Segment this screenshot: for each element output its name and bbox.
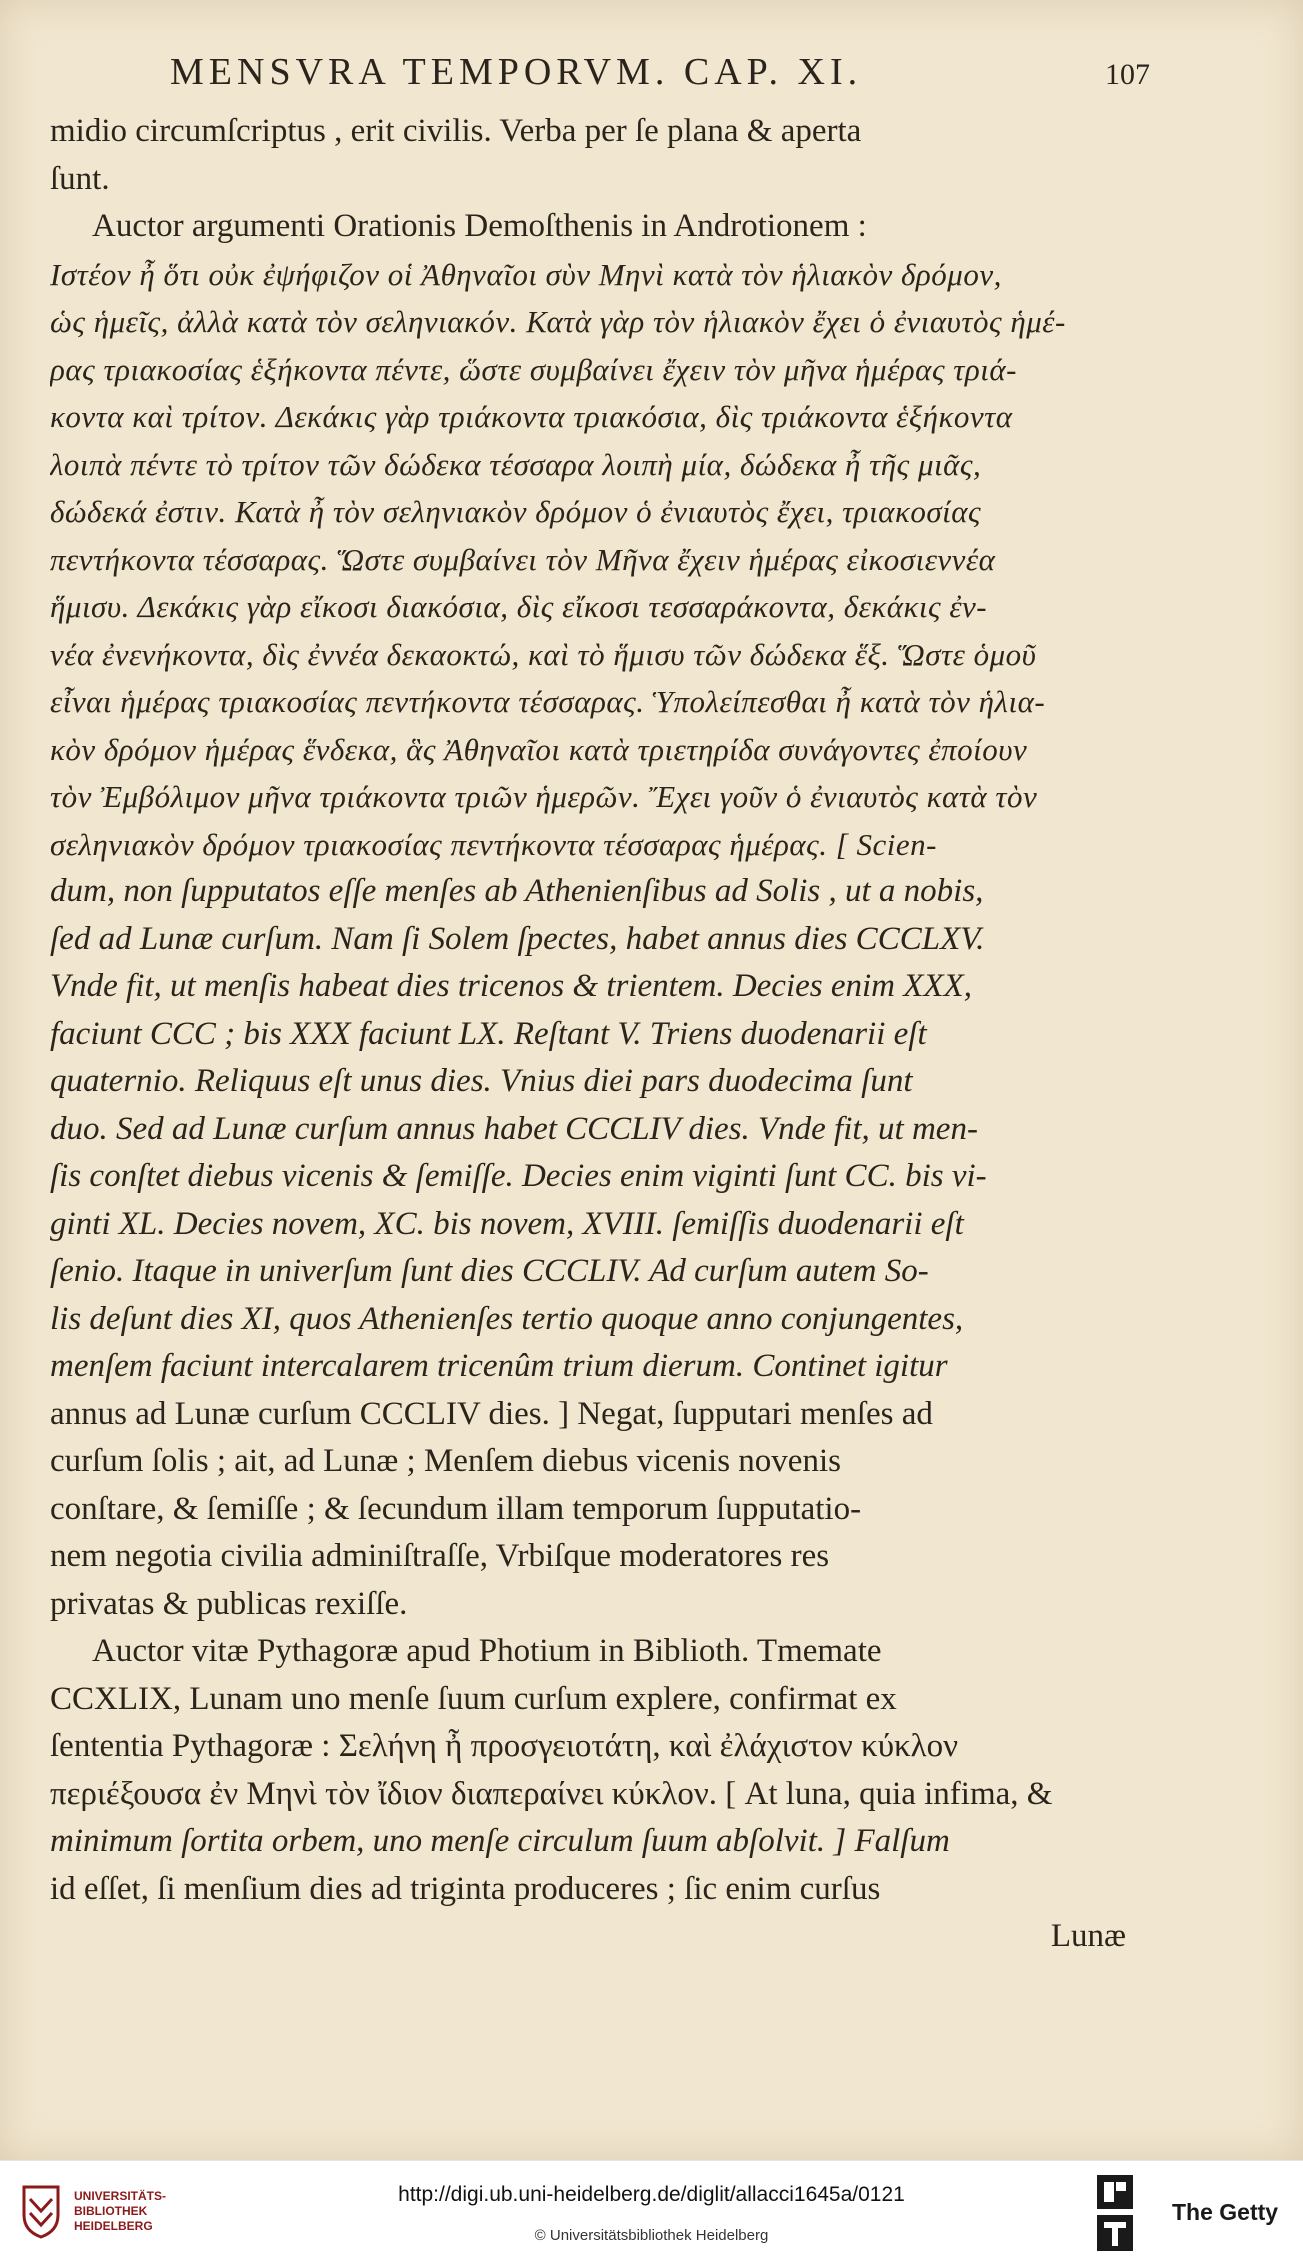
text-line: curſum ſolis ; ait, ad Lunæ ; Menſem diebus vicenis novenis: [50, 1443, 841, 1479]
greek-text-line: τὸν Ἐμβόλιμον μῆνα τριάκοντα τριῶν ἡμερῶν. Ἔχει γοῦν ὁ ἐνιαυτὸς κατὰ τὸν: [50, 779, 1038, 814]
greek-text-line: ρας τριακοσίας ἑξήκοντα πέντε, ὥστε συμβαίνει ἔχειν τὸν μῆνα ἡμέρας τριά-: [50, 351, 1017, 387]
copyright-text: © Universitätsbibliothek Heidelberg: [534, 2227, 769, 2244]
greek-text-line: σεληνιακὸν δρόμον τριακοσίας πεντήκοντα τέσσαρας ἡμέρας. [ Scien-: [50, 826, 937, 862]
text-line: privatas & publicas rexiſſe.: [50, 1585, 408, 1622]
text-line: ſunt.: [50, 160, 110, 197]
italic-text-line: Vnde fit, ut menſis habeat dies tricenos & trientem. Decies enim XXX,: [50, 968, 972, 1004]
library-name-line: HEIDELBERG: [74, 2218, 153, 2233]
library-name-line: BIBLIOTHEK: [74, 2203, 148, 2218]
italic-text-line: menſem faciunt intercalarem tricenûm trium dierum. Continet igitur: [50, 1348, 948, 1384]
catchword: Lunæ: [1050, 1918, 1126, 1954]
footer-bar: [0, 2160, 1303, 2265]
italic-text-line: ſed ad Lunæ curſum. Nam ſi Solem ſpectes, habet annus dies CCCLXV.: [50, 920, 985, 957]
italic-text-line: duo. Sed ad Lunæ curſum annus habet CCCLIV dies. Vnde fit, ut men-: [50, 1110, 978, 1147]
getty-logo-icon: [1097, 2175, 1133, 2251]
text-line: annus ad Lunæ curſum CCCLIV dies. ] Negat, ſupputari menſes ad: [50, 1395, 933, 1432]
greek-text-line: πεντήκοντα τέσσαρας. Ὥστε συμβαίνει τὸν Μῆνα ἔχειν ἡμέρας εἰκοσιεννέα: [50, 541, 996, 577]
greek-text-line: ὡς ἡμεῖς, ἀλλὰ κατὰ τὸν σεληνιακόν. Κατὰ γὰρ τὸν ἡλιακὸν ἔχει ὁ ἐνιαυτὸς ἡμέ-: [50, 304, 1066, 339]
source-url-link[interactable]: http://digi.ub.uni-heidelberg.de/diglit/allacci1645a/0121: [398, 2183, 905, 2206]
italic-text-line: quaternio. Reliquus eſt unus dies. Vnius diei pars duodecima ſunt: [50, 1063, 913, 1099]
italic-text-line: ſenio. Itaque in univerſum ſunt dies CCCLIV. Ad curſum autem So-: [50, 1253, 929, 1289]
greek-text-line: λοιπὰ πέντε τὸ τρίτον τῶν δώδεκα τέσσαρα λοιπὴ μία, δώδεκα ἦ τῆς μιᾶς,: [50, 446, 982, 482]
italic-text-line: lis deſunt dies XI, quos Athenienſes tertio quoque anno conjungentes,: [50, 1300, 964, 1337]
text-line: ſententia Pythagoræ : Σελήνη ἦ προσγειοτάτη, καὶ ἐλάχιστον κύκλον: [50, 1728, 959, 1764]
text-line: id eſſet, ſi menſium dies ad triginta produceres ; ſic enim curſus: [50, 1870, 881, 1907]
italic-text-line: faciunt CCC ; bis XXX faciunt LX. Reſtant V. Triens duodenarii eſt: [50, 1015, 927, 1052]
text-line: CCXLIX, Lunam uno menſe ſuum curſum explere, confirmat ex: [50, 1680, 897, 1717]
text-line: conſtare, & ſemiſſe ; & ſecundum illam temporum ſupputatio-: [50, 1490, 862, 1527]
library-name-line: UNIVERSITÄTS-: [74, 2188, 167, 2203]
greek-text-line: κοντα καὶ τρίτον. Δεκάκις γὰρ τριάκοντα τριακόσια, δὶς τριάκοντα ἑξήκοντα: [50, 399, 1013, 434]
italic-text-line: ginti XL. Decies novem, XC. bis novem, XVIII. ſemiſſis duodenarii eſt: [50, 1205, 964, 1242]
text-line: midio circumſcriptus , erit civilis. Verba per ſe plana & aperta: [50, 113, 862, 149]
greek-text-line: ἥμισυ. Δεκάκις γὰρ εἴκοσι διακόσια, δὶς εἴκοσι τεσσαράκοντα, δεκάκις ἐν-: [50, 589, 988, 624]
greek-text-line: εἶναι ἡμέρας τριακοσίας πεντήκοντα τέσσαρας. Ὑπολείπεσθαι ἦ κατὰ τὸν ἡλια-: [50, 684, 1046, 719]
running-title: MENSVRA TEMPORVM. CAP. XI.: [170, 51, 863, 93]
page-number: 107: [1105, 58, 1150, 91]
italic-text-line: ſis conſtet diebus vicenis & ſemiſſe. Decies enim viginti ſunt CC. bis vi-: [50, 1158, 987, 1194]
text-line: Auctor argumenti Orationis Demoſthenis in Androtionem :: [92, 208, 867, 244]
italic-text-line: minimum ſortita orbem, uno menſe circulum ſuum abſolvit. ] Falſum: [50, 1823, 950, 1859]
page-header: [170, 50, 1150, 94]
italic-text-line: dum, non ſupputatos eſſe menſes ab Athenienſibus ad Solis , ut a nobis,: [50, 873, 984, 909]
text-line: Auctor vitæ Pythagoræ apud Photium in Biblioth. Tmemate: [92, 1633, 882, 1669]
text-line: περιέξουσα ἐν Μηνὶ τὸν ἴδιον διαπεραίνει κύκλον. [ At luna, quia infima, &: [50, 1775, 1053, 1812]
greek-text-line: κὸν δρόμον ἡμέρας ἕνδεκα, ἃς Ἀθηναῖοι κατὰ τριετηρίδα συνάγοντες ἐποίουν: [50, 731, 1028, 767]
greek-text-line: Ιστέον ἦ ὅτι οὐκ ἐψήφιζον οἱ Ἀθηναῖοι σὺν Μηνὶ κατὰ τὸν ἡλιακὸν δρόμον,: [50, 256, 1002, 292]
text-line: nem negotia civilia adminiſtraſſe, Vrbiſque moderatores res: [50, 1538, 830, 1574]
getty-name: The Getty: [1172, 2199, 1279, 2225]
greek-text-line: δώδεκά ἐστιν. Κατὰ ἦ τὸν σεληνιακὸν δρόμον ὁ ἐνιαυτὸς ἔχει, τριακοσίας: [50, 494, 982, 529]
body-text: [50, 108, 1140, 1961]
greek-text-line: νέα ἐνενήκοντα, δὶς ἐννέα δεκαοκτώ, καὶ τὸ ἥμισυ τῶν δώδεκα ἕξ. Ὥστε ὁμοῦ: [50, 636, 1037, 672]
